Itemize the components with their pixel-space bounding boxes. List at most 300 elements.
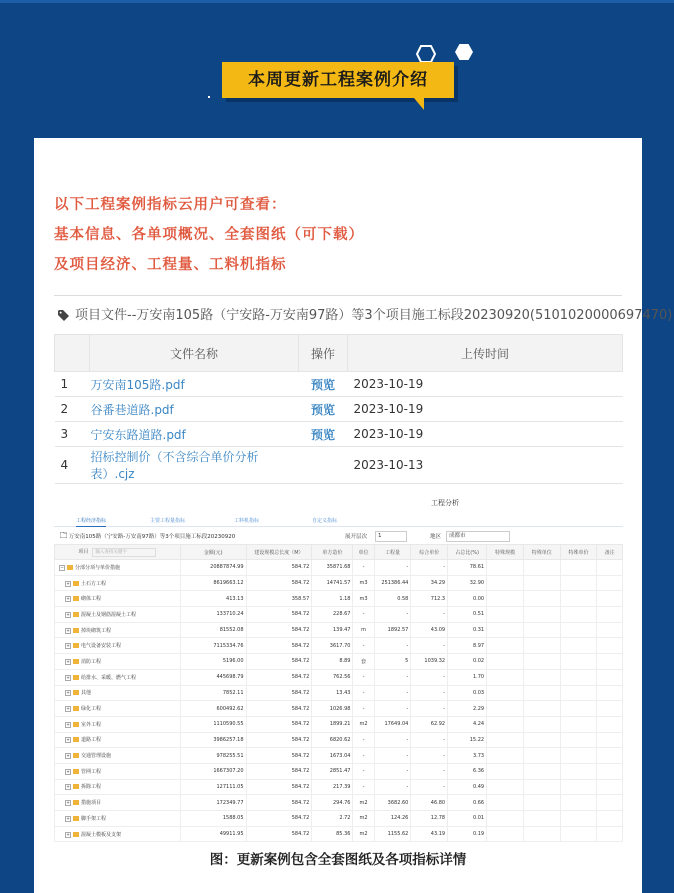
analysis-cell: 445698.79 [180, 669, 246, 685]
preview-button[interactable]: 预览 [299, 422, 348, 447]
analysis-row[interactable] [55, 763, 623, 779]
folder-icon [73, 643, 79, 648]
analysis-empty-cell [560, 591, 597, 607]
analysis-table [54, 544, 623, 842]
analysis-item-cell [55, 638, 181, 654]
analysis-empty-cell [523, 763, 560, 779]
analysis-cell: 43.19 [411, 826, 448, 842]
analysis-cell: 1.18 [312, 591, 353, 607]
analysis-row[interactable] [55, 685, 623, 701]
analysis-cell: 584.72 [246, 701, 312, 717]
analysis-empty-cell [560, 560, 597, 576]
analysis-item-name: 给排水、采暖、燃气工程 [81, 674, 137, 681]
analysis-item-name: 土石方工程 [81, 580, 107, 587]
analysis-item-name: 措施项目 [81, 800, 102, 807]
analysis-empty-cell [487, 732, 524, 748]
analysis-cell: - [374, 607, 411, 623]
analysis-cell: 12.78 [411, 811, 448, 827]
analysis-col-header[interactable]: 特殊单位 [523, 545, 560, 560]
analysis-cell: 584.72 [246, 560, 312, 576]
analysis-cell: - [353, 701, 374, 717]
analysis-cell: 1.70 [448, 669, 487, 685]
folder-icon [73, 596, 79, 601]
project-file-label: 项目文件--万安南105路（宁安路-万安南97路）等3个项目施工标段20230920(5101020000697470) [75, 308, 673, 323]
analysis-row[interactable] [55, 575, 623, 591]
analysis-cell: 17649.04 [374, 716, 411, 732]
expand-icon[interactable]: + [66, 690, 70, 696]
analysis-empty-cell [597, 622, 623, 638]
divider [54, 295, 622, 296]
analysis-row[interactable] [55, 560, 623, 576]
analysis-cell: 6820.62 [312, 732, 353, 748]
analysis-cell: m3 [353, 575, 374, 591]
analysis-empty-cell [560, 654, 597, 670]
analysis-cell: 8619663.12 [180, 575, 246, 591]
analysis-item-cell [55, 763, 181, 779]
expand-icon[interactable]: + [66, 596, 70, 602]
analysis-cell: 5 [374, 654, 411, 670]
expand-icon[interactable]: + [66, 737, 70, 743]
area-label: 地区 [430, 534, 442, 540]
analysis-row[interactable] [55, 795, 623, 811]
analysis-item-cell [55, 811, 181, 827]
analysis-cell: 217.39 [312, 779, 353, 795]
analysis-cell: - [353, 763, 374, 779]
analysis-item-name: 其他 [81, 690, 92, 697]
analysis-screenshot [54, 494, 623, 838]
analysis-row[interactable] [55, 607, 623, 623]
analysis-row[interactable] [55, 638, 623, 654]
analysis-cell: - [374, 779, 411, 795]
analysis-cell: 3682.60 [374, 795, 411, 811]
analysis-empty-cell [523, 560, 560, 576]
tab-material[interactable]: 工料机指标 [234, 518, 260, 524]
analysis-cell: 1673.04 [312, 748, 353, 764]
analysis-row[interactable] [55, 622, 623, 638]
analysis-empty-cell [487, 748, 524, 764]
analysis-cell: 413.13 [180, 591, 246, 607]
analysis-cell: 1899.21 [312, 716, 353, 732]
analysis-row[interactable] [55, 811, 623, 827]
analysis-cell: m2 [353, 795, 374, 811]
analysis-cell: 套 [353, 654, 374, 670]
file-row [55, 422, 623, 447]
analysis-heading: 工程分析 [431, 499, 459, 507]
analysis-cell: - [411, 669, 448, 685]
analysis-cell: 0.58 [374, 591, 411, 607]
analysis-empty-cell [597, 685, 623, 701]
search-input[interactable]: 输入查找关键字 [92, 548, 156, 557]
analysis-cell: 584.72 [246, 622, 312, 638]
section-title-badge [222, 62, 454, 98]
expand-icon[interactable]: + [66, 800, 70, 806]
analysis-empty-cell [523, 716, 560, 732]
intro-line-3: 及项目经济、工程量、工料机指标 [54, 257, 287, 273]
folder-icon [73, 816, 79, 821]
breadcrumb [60, 532, 235, 540]
analysis-empty-cell [560, 811, 597, 827]
analysis-item-name: 电气设备安装工程 [81, 643, 122, 650]
folder-icon [73, 628, 79, 633]
analysis-cell: 1155.62 [374, 826, 411, 842]
analysis-cell: 0.01 [448, 811, 487, 827]
file-date: 2023-10-19 [348, 397, 623, 422]
analysis-cell: 978255.51 [180, 748, 246, 764]
decor-dot [208, 96, 210, 98]
folder-icon [73, 832, 79, 837]
analysis-empty-cell [523, 685, 560, 701]
level-label: 展开层次 [345, 534, 368, 540]
analysis-cell: - [353, 748, 374, 764]
analysis-cell: - [411, 779, 448, 795]
analysis-empty-cell [487, 560, 524, 576]
analysis-row[interactable] [55, 669, 623, 685]
analysis-col-header[interactable]: 特殊单价 [560, 545, 597, 560]
analysis-empty-cell [560, 638, 597, 654]
file-link[interactable]: 谷番巷道路.pdf [90, 397, 299, 422]
level-input[interactable]: 1 [375, 531, 407, 542]
file-date: 2023-10-13 [348, 447, 623, 484]
area-select[interactable]: 成都市 [446, 531, 510, 542]
tab-economic[interactable]: 工程经济指标 [76, 517, 106, 527]
folder-icon [73, 675, 79, 680]
analysis-cell: - [374, 685, 411, 701]
analysis-cell: 1892.57 [374, 622, 411, 638]
analysis-cell: 584.72 [246, 654, 312, 670]
analysis-cell: 43.09 [411, 622, 448, 638]
expand-icon[interactable]: + [66, 611, 70, 617]
analysis-cell: 584.72 [246, 685, 312, 701]
expand-icon[interactable]: + [66, 784, 70, 790]
project-file-title [58, 304, 672, 323]
col-operation: 操作 [299, 335, 348, 372]
analysis-item-cell [55, 826, 181, 842]
analysis-cell: 3.73 [448, 748, 487, 764]
analysis-cell: 0.66 [448, 795, 487, 811]
analysis-empty-cell [523, 591, 560, 607]
analysis-empty-cell [487, 654, 524, 670]
analysis-empty-cell [560, 701, 597, 717]
tab-quantity[interactable]: 主要工程量指标 [150, 518, 186, 524]
file-date: 2023-10-19 [348, 372, 623, 397]
folder-icon [60, 532, 67, 538]
hexagon-outline-icon [416, 45, 436, 63]
analysis-empty-cell [597, 716, 623, 732]
analysis-empty-cell [597, 795, 623, 811]
analysis-cell: 78.61 [448, 560, 487, 576]
analysis-cell: 15.22 [448, 732, 487, 748]
analysis-cell: 584.72 [246, 811, 312, 827]
folder-icon [67, 565, 73, 570]
expand-icon[interactable]: − [60, 564, 64, 570]
folder-icon [73, 659, 79, 664]
analysis-cell: 34.29 [411, 575, 448, 591]
analysis-cell: - [374, 763, 411, 779]
expand-icon[interactable]: + [66, 753, 70, 759]
analysis-empty-cell [560, 795, 597, 811]
analysis-col-header[interactable]: 综合单价 [411, 545, 448, 560]
analysis-row[interactable] [55, 701, 623, 717]
analysis-cell: 139.47 [312, 622, 353, 638]
analysis-empty-cell [487, 607, 524, 623]
analysis-cell: - [374, 732, 411, 748]
analysis-empty-cell [597, 763, 623, 779]
analysis-empty-cell [487, 701, 524, 717]
analysis-col-header[interactable]: 占总比(%) [448, 545, 487, 560]
analysis-empty-cell [523, 701, 560, 717]
analysis-cell: - [353, 732, 374, 748]
expand-icon[interactable]: + [66, 627, 70, 633]
analysis-empty-cell [487, 811, 524, 827]
analysis-cell: 81552.08 [180, 622, 246, 638]
analysis-cell: 0.03 [448, 685, 487, 701]
analysis-cell: m2 [353, 716, 374, 732]
expand-icon[interactable]: + [66, 768, 70, 774]
analysis-empty-cell [560, 779, 597, 795]
analysis-item-name: 绿化工程 [81, 706, 102, 713]
analysis-cell: 584.72 [246, 779, 312, 795]
analysis-item-cell [55, 748, 181, 764]
expand-icon[interactable]: + [66, 831, 70, 837]
folder-icon [73, 800, 79, 805]
analysis-empty-cell [597, 748, 623, 764]
folder-icon [73, 581, 79, 586]
analysis-item-name: 拆除工程 [81, 784, 102, 791]
analysis-cell: 0.51 [448, 607, 487, 623]
analysis-item-cell [55, 607, 181, 623]
analysis-item-name: 分部分项与单价措施 [75, 564, 121, 571]
analysis-cell: 133710.24 [180, 607, 246, 623]
analysis-cell: - [411, 748, 448, 764]
analysis-row[interactable] [55, 748, 623, 764]
file-index: 4 [55, 447, 90, 484]
folder-icon [73, 753, 79, 758]
analysis-cell: - [353, 779, 374, 795]
analysis-cell: 49911.95 [180, 826, 246, 842]
analysis-empty-cell [487, 795, 524, 811]
analysis-item-cell [55, 591, 181, 607]
expand-icon[interactable]: + [66, 580, 70, 586]
analysis-empty-cell [487, 638, 524, 654]
analysis-item-cell [55, 732, 181, 748]
analysis-col-header[interactable]: 特殊规模 [487, 545, 524, 560]
expand-icon[interactable]: + [66, 674, 70, 680]
top-border-line [0, 0, 674, 3]
analysis-empty-cell [523, 748, 560, 764]
file-link[interactable]: 万安南105路.pdf [90, 372, 299, 397]
analysis-empty-cell [560, 763, 597, 779]
analysis-empty-cell [597, 701, 623, 717]
analysis-item-cell [55, 575, 181, 591]
analysis-item-cell [55, 779, 181, 795]
analysis-empty-cell [523, 669, 560, 685]
analysis-item-cell [55, 701, 181, 717]
analysis-item-name: 掉块砌筑工程 [81, 627, 112, 634]
analysis-col-header[interactable]: 工程量 [374, 545, 411, 560]
expand-icon[interactable]: + [66, 706, 70, 712]
analysis-cell: 584.72 [246, 826, 312, 842]
analysis-cell: 3617.70 [312, 638, 353, 654]
analysis-cell: 2.72 [312, 811, 353, 827]
analysis-cell: 228.67 [312, 607, 353, 623]
analysis-row[interactable] [55, 716, 623, 732]
analysis-empty-cell [560, 575, 597, 591]
analysis-cell: - [374, 560, 411, 576]
analysis-empty-cell [523, 607, 560, 623]
analysis-cell: - [411, 607, 448, 623]
analysis-empty-cell [523, 732, 560, 748]
analysis-row[interactable] [55, 732, 623, 748]
analysis-empty-cell [487, 779, 524, 795]
analysis-empty-cell [487, 685, 524, 701]
analysis-cell: - [411, 560, 448, 576]
analysis-cell: 8.97 [448, 638, 487, 654]
analysis-empty-cell [597, 826, 623, 842]
analysis-empty-cell [560, 826, 597, 842]
analysis-cell: - [411, 685, 448, 701]
analysis-cell: 584.72 [246, 575, 312, 591]
analysis-cell: m3 [353, 591, 374, 607]
folder-icon [73, 612, 79, 617]
file-index: 1 [55, 372, 90, 397]
analysis-table-header [55, 545, 623, 560]
analysis-cell: 1026.98 [312, 701, 353, 717]
analysis-cell: 0.00 [448, 591, 487, 607]
analysis-item-name: 混凝土模板及支架 [81, 831, 122, 838]
tag-icon [58, 310, 71, 321]
analysis-col-header[interactable] [55, 545, 181, 560]
analysis-cell: 5196.00 [180, 654, 246, 670]
analysis-item-name: 消防工程 [81, 658, 102, 665]
analysis-empty-cell [487, 591, 524, 607]
intro-line-2: 基本信息、各单项概况、全套图纸（可下载） [54, 227, 364, 243]
analysis-cell: 35871.68 [312, 560, 353, 576]
analysis-cell: 584.72 [246, 638, 312, 654]
col-item-label: 项目 [78, 548, 89, 555]
analysis-col-header[interactable]: 金额(元) [180, 545, 246, 560]
preview-button[interactable]: 预览 [299, 372, 348, 397]
analysis-col-header[interactable]: 单位 [353, 545, 374, 560]
analysis-cell: 85.36 [312, 826, 353, 842]
analysis-empty-cell [597, 575, 623, 591]
expand-icon[interactable]: + [66, 643, 70, 649]
analysis-empty-cell [560, 732, 597, 748]
analysis-cell: 62.92 [411, 716, 448, 732]
analysis-cell: m2 [353, 811, 374, 827]
analysis-cell: m2 [353, 826, 374, 842]
analysis-cell: 32.90 [448, 575, 487, 591]
analysis-item-name: 交通管理设施 [81, 753, 112, 760]
file-index: 3 [55, 422, 90, 447]
analysis-cell: 600492.62 [180, 701, 246, 717]
analysis-item-name: 管网工程 [81, 768, 102, 775]
analysis-empty-cell [487, 575, 524, 591]
analysis-cell: 2851.47 [312, 763, 353, 779]
analysis-cell: m [353, 622, 374, 638]
analysis-cell: - [374, 701, 411, 717]
file-table [54, 334, 623, 484]
analysis-row[interactable] [55, 654, 623, 670]
analysis-empty-cell [523, 826, 560, 842]
figure-caption: 图：更新案例包含全套图纸及各项指标详情 [209, 852, 467, 868]
analysis-empty-cell [560, 607, 597, 623]
analysis-cell: 3986257.18 [180, 732, 246, 748]
analysis-cell: 7115334.76 [180, 638, 246, 654]
analysis-cell: 584.72 [246, 669, 312, 685]
analysis-empty-cell [560, 716, 597, 732]
file-row [55, 372, 623, 397]
file-row [55, 447, 623, 484]
analysis-empty-cell [597, 560, 623, 576]
analysis-cell: 6.36 [448, 763, 487, 779]
analysis-cell: 584.72 [246, 795, 312, 811]
analysis-cell: 1039.32 [411, 654, 448, 670]
analysis-cell: 584.72 [246, 763, 312, 779]
analysis-col-header[interactable]: 备注 [597, 545, 623, 560]
preview-button[interactable]: 预览 [299, 397, 348, 422]
file-link[interactable]: 招标控制价（不含综合单价分析表）.cjz [90, 447, 299, 484]
file-link[interactable]: 宁安东路道路.pdf [90, 422, 299, 447]
analysis-col-header[interactable]: 单方造价 [312, 545, 353, 560]
analysis-cell: 251386.44 [374, 575, 411, 591]
analysis-col-header[interactable]: 建设规模总长度（M） [246, 545, 312, 560]
analysis-empty-cell [487, 622, 524, 638]
section-title: 本周更新工程案例介绍 [248, 70, 428, 90]
analysis-item-cell [55, 685, 181, 701]
analysis-item-name: 砌体工程 [81, 596, 102, 603]
folder-icon [73, 706, 79, 711]
intro-text [54, 190, 364, 280]
expand-icon[interactable]: + [66, 658, 70, 664]
analysis-item-cell [55, 716, 181, 732]
analysis-cell: 584.72 [246, 716, 312, 732]
analysis-item-cell [55, 622, 181, 638]
analysis-cell: - [374, 638, 411, 654]
analysis-item-name: 道路工程 [81, 737, 102, 744]
analysis-item-name: 混凝土及钢筋混凝土工程 [81, 611, 137, 618]
analysis-empty-cell [597, 732, 623, 748]
analysis-cell: 584.72 [246, 748, 312, 764]
analysis-cell: 46.80 [411, 795, 448, 811]
analysis-row[interactable] [55, 591, 623, 607]
analysis-cell: 8.89 [312, 654, 353, 670]
badge-tail [414, 98, 424, 110]
analysis-item-name: 室外工程 [81, 721, 102, 728]
analysis-cell: 13.43 [312, 685, 353, 701]
analysis-empty-cell [560, 622, 597, 638]
folder-icon [73, 737, 79, 742]
expand-icon[interactable]: + [66, 721, 70, 727]
analysis-empty-cell [487, 763, 524, 779]
tab-custom[interactable]: 自定义指标 [312, 518, 338, 524]
expand-icon[interactable]: + [66, 815, 70, 821]
analysis-cell: 20887874.99 [180, 560, 246, 576]
col-file-name: 文件名称 [90, 335, 299, 372]
analysis-cell: 358.57 [246, 591, 312, 607]
analysis-row[interactable] [55, 779, 623, 795]
analysis-cell: - [374, 748, 411, 764]
analysis-empty-cell [523, 795, 560, 811]
analysis-cell: 584.72 [246, 732, 312, 748]
analysis-item-cell [55, 669, 181, 685]
analysis-row[interactable] [55, 826, 623, 842]
analysis-cell: 14741.57 [312, 575, 353, 591]
analysis-cell: - [411, 763, 448, 779]
analysis-empty-cell [523, 638, 560, 654]
analysis-cell: 127111.05 [180, 779, 246, 795]
hexagon-filled-icon [455, 44, 473, 60]
analysis-empty-cell [560, 748, 597, 764]
